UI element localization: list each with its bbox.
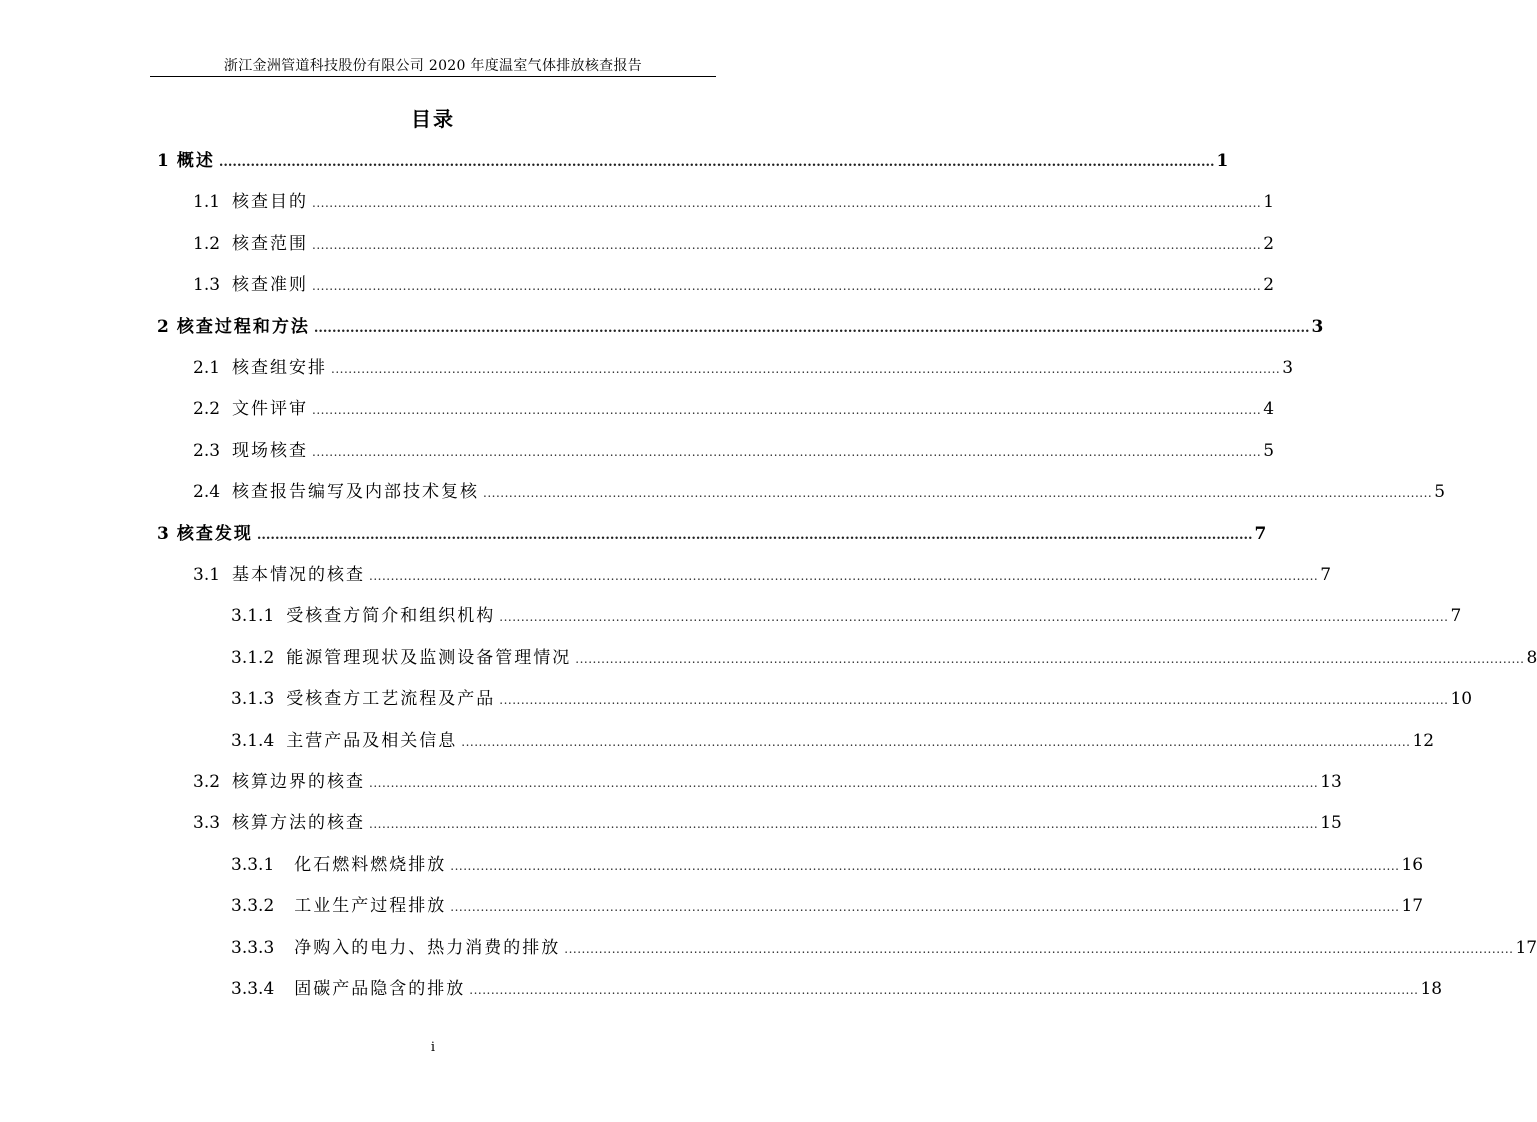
toc-entry-number: 3.3 [193,813,221,834]
toc-entry[interactable] [231,726,1435,751]
toc-entry[interactable] [193,353,1294,378]
toc-entry[interactable] [157,312,1324,337]
toc-leader-dots: ............................................................................................................................................................................................................................ [483,486,1433,501]
toc-entry-title: 核查准则 [232,275,309,296]
toc-leader-dots: ............................................................................................................................................................................................................................ [256,527,1253,543]
toc-entry[interactable] [193,394,1275,420]
toc-entry-number: 3.1.2 [231,647,275,668]
header-rule [150,76,716,77]
toc-entry-title: 能源管理现状及监测设备管理情况 [286,647,572,668]
toc-leader-dots: ............................................................................................................................................................................................................................ [499,610,1449,625]
toc-entry-page: 12 [1412,730,1435,751]
toc-entry-title: 净购入的电力、热力消费的排放 [294,937,561,958]
toc-entry-number: 3.3.4 [231,979,275,999]
toc-entry[interactable] [231,643,1537,668]
toc-leader-dots: ............................................................................................................................................................................................................................ [312,196,1262,211]
toc-entry-title: 主营产品及相关信息 [286,730,458,751]
toc-entry[interactable] [157,146,1229,171]
toc-entry-number: 1.3 [193,275,221,296]
toc-entry-page: 17 [1401,896,1424,917]
toc-entry-number: 1.1 [193,192,221,213]
toc-entry-title: 核查发现 [176,523,253,544]
toc-entry-title: 文件评审 [232,399,309,420]
toc-entry[interactable] [193,767,1342,792]
toc-leader-dots: ............................................................................................................................................................................................................................ [331,362,1281,376]
toc-leader-dots: ............................................................................................................................................................................................................................ [575,651,1525,666]
toc-entry-number: 3.3.3 [231,937,275,958]
toc-entry-number: 2 [157,316,169,337]
toc-entry[interactable] [193,229,1275,254]
toc-entry-number: 3.1 [193,565,221,585]
toc-entry[interactable] [231,891,1424,917]
toc-entry-page: 7 [1320,565,1332,585]
toc-leader-dots: ............................................................................................................................................................................................................................ [369,569,1319,583]
toc-entry-number: 2.1 [193,358,221,378]
toc-leader-dots: ............................................................................................................................................................................................................................ [313,320,1310,336]
toc-leader-dots: ............................................................................................................................................................................................................................ [499,693,1449,708]
toc-entry-page: 10 [1450,689,1473,710]
toc-entry-title: 核算边界的核查 [232,772,366,792]
toc-entry[interactable] [157,519,1267,544]
toc-entry-title: 现场核查 [232,440,309,461]
toc-entry-number: 2.2 [193,399,221,420]
toc-entry-page: 5 [1263,440,1275,461]
toc-entry-title: 基本情况的核查 [232,565,366,585]
toc-entry-page: 8 [1526,647,1537,668]
toc-entry-number: 3.2 [193,772,221,792]
toc-entry-title: 核查报告编写及内部技术复核 [232,482,480,503]
toc-entry-title: 化石燃料燃烧排放 [294,854,447,875]
toc-entry[interactable] [193,270,1275,296]
toc-leader-dots: ............................................................................................................................................................................................................................ [312,403,1262,418]
toc-leader-dots: ............................................................................................................................................................................................................................ [312,279,1262,294]
toc-entry-number: 2.3 [193,440,221,461]
toc-entry-number: 3.3.2 [231,896,275,917]
toc-leader-dots: ............................................................................................................................................................................................................................ [450,858,1400,873]
toc-entry-number: 3.1.3 [231,689,275,710]
toc-entry-page: 18 [1420,979,1443,999]
toc-entry-page: 7 [1450,606,1462,627]
running-header: 浙江金洲管道科技股份有限公司 2020 年度温室气体排放核查报告 [223,58,643,74]
toc-entry-title: 受核查方工艺流程及产品 [286,689,496,710]
toc-entry-page: 2 [1263,275,1275,296]
toc-entry-number: 2.4 [193,482,221,503]
toc-entry-page: 13 [1320,772,1342,792]
toc-leader-dots: ............................................................................................................................................................................................................................ [312,237,1262,252]
toc-entry[interactable] [231,684,1473,710]
toc-entry[interactable] [231,601,1462,627]
toc-entry-page: 4 [1263,399,1275,420]
toc-entry-title: 核查组安排 [232,358,328,378]
toc-entry-page: 1 [1263,192,1275,213]
toc-entry-number: 3.3.1 [231,854,275,875]
toc-entry-title: 固碳产品隐含的排放 [294,979,466,999]
toc-entry-page: 1 [1216,151,1229,171]
toc-entry-page: 15 [1320,813,1342,834]
toc-entry-title: 核查目的 [232,192,309,213]
toc-entry-page: 7 [1254,523,1267,544]
toc-entry-title: 受核查方简介和组织机构 [286,606,496,627]
toc-entry-page: 16 [1401,854,1424,875]
toc-entry[interactable] [231,974,1443,999]
toc-entry[interactable] [231,933,1537,958]
toc-entry-title: 核查范围 [232,233,309,254]
toc-leader-dots: ............................................................................................................................................................................................................................ [469,983,1419,997]
toc-entry-title: 核查过程和方法 [176,316,310,337]
toc-entry-number: 1 [157,151,169,171]
toc-entry-title: 核算方法的核查 [232,813,366,834]
toc-entry[interactable] [193,436,1275,461]
toc-leader-dots: ............................................................................................................................................................................................................................ [369,817,1319,832]
page-title: 目录 [411,107,455,131]
toc-entry-number: 3.1.4 [231,730,275,751]
toc-entry-number: 3.1.1 [231,606,275,627]
toc-entry[interactable] [231,850,1424,875]
page-number: i [430,1040,436,1055]
toc-entry[interactable] [193,477,1446,503]
toc-entry[interactable] [193,808,1342,834]
toc-entry-number: 1.2 [193,233,221,254]
toc-entry-title: 工业生产过程排放 [294,896,447,917]
toc-leader-dots: ............................................................................................................................................................................................................................ [461,734,1411,749]
toc-leader-dots: ............................................................................................................................................................................................................................ [218,155,1215,170]
toc-entry-page: 3 [1311,316,1324,337]
toc-leader-dots: ............................................................................................................................................................................................................................ [369,776,1319,790]
toc-leader-dots: ............................................................................................................................................................................................................................ [564,941,1514,956]
toc-entry-title: 概述 [176,151,215,171]
toc-entry-number: 3 [157,523,169,544]
toc-entry[interactable] [193,560,1332,585]
toc-leader-dots: ............................................................................................................................................................................................................................ [312,444,1262,459]
toc-entry-page: 2 [1263,233,1275,254]
toc-entry-page: 3 [1282,358,1294,378]
toc-entry[interactable] [193,187,1275,213]
toc-entry-page: 5 [1434,482,1446,503]
toc-entry-page: 17 [1515,937,1537,958]
toc-leader-dots: ............................................................................................................................................................................................................................ [450,900,1400,915]
